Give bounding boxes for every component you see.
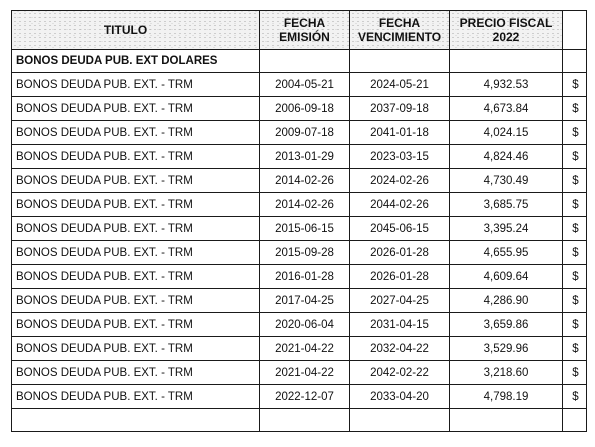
cell-currency-symbol: $: [563, 97, 587, 121]
cell-fecha-vencimiento: 2023-03-15: [350, 145, 450, 169]
cell-currency-symbol: $: [563, 361, 587, 385]
header-fecha-vencimiento: [350, 11, 450, 50]
empty-cell: [450, 409, 563, 432]
cell-fecha-emision: 2022-12-07: [260, 385, 350, 409]
cell-precio-fiscal: 4,673.84: [450, 97, 563, 121]
empty-cell: [563, 409, 587, 432]
cell-precio-fiscal: 4,286.90: [450, 289, 563, 313]
cell-precio-fiscal: 4,798.19: [450, 385, 563, 409]
cell-fecha-emision: 2009-07-18: [260, 121, 350, 145]
cell-titulo: BONOS DEUDA PUB. EXT. - TRM: [12, 145, 260, 169]
header-currency-blank: [563, 11, 587, 50]
cell-titulo: BONOS DEUDA PUB. EXT. - TRM: [12, 337, 260, 361]
table-row: [12, 121, 587, 145]
cell-titulo: BONOS DEUDA PUB. EXT. - TRM: [12, 241, 260, 265]
cell-fecha-emision: 2013-01-29: [260, 145, 350, 169]
cell-fecha-vencimiento: 2044-02-26: [350, 193, 450, 217]
cell-fecha-vencimiento: 2032-04-22: [350, 337, 450, 361]
cell-currency-symbol: $: [563, 145, 587, 169]
table-row: [12, 169, 587, 193]
cell-fecha-vencimiento: 2024-05-21: [350, 73, 450, 97]
cell-currency-symbol: $: [563, 337, 587, 361]
cell-titulo: BONOS DEUDA PUB. EXT. - TRM: [12, 73, 260, 97]
cell-titulo: BONOS DEUDA PUB. EXT. - TRM: [12, 97, 260, 121]
section-empty-cell: [350, 50, 450, 73]
cell-precio-fiscal: 4,730.49: [450, 169, 563, 193]
cell-titulo: BONOS DEUDA PUB. EXT. - TRM: [12, 169, 260, 193]
cell-precio-fiscal: 3,395.24: [450, 217, 563, 241]
header-fecha-emision-line2: EMISIÓN: [279, 30, 330, 44]
table-row: [12, 193, 587, 217]
section-empty-cell: [260, 50, 350, 73]
cell-precio-fiscal: 4,824.46: [450, 145, 563, 169]
table-row: [12, 313, 587, 337]
cell-currency-symbol: $: [563, 289, 587, 313]
header-titulo-label: TITULO: [103, 23, 148, 37]
cell-fecha-emision: 2021-04-22: [260, 337, 350, 361]
cell-fecha-vencimiento: 2026-01-28: [350, 265, 450, 289]
cell-currency-symbol: $: [563, 193, 587, 217]
cell-currency-symbol: $: [563, 121, 587, 145]
table-row: [12, 289, 587, 313]
section-empty-cell: [450, 50, 563, 73]
table-row: [12, 97, 587, 121]
section-title: BONOS DEUDA PUB. EXT DOLARES: [12, 50, 260, 73]
table-row: [12, 217, 587, 241]
header-titulo: [12, 11, 260, 50]
cell-titulo: BONOS DEUDA PUB. EXT. - TRM: [12, 289, 260, 313]
cell-fecha-emision: 2017-04-25: [260, 289, 350, 313]
header-fecha-vencimiento-line2: VENCIMIENTO: [357, 30, 442, 44]
empty-row: [12, 409, 587, 432]
section-empty-cell: [563, 50, 587, 73]
cell-titulo: BONOS DEUDA PUB. EXT. - TRM: [12, 313, 260, 337]
cell-fecha-vencimiento: 2042-02-22: [350, 361, 450, 385]
table-row: [12, 73, 587, 97]
empty-cell: [12, 409, 260, 432]
cell-fecha-emision: 2015-09-28: [260, 241, 350, 265]
cell-currency-symbol: $: [563, 313, 587, 337]
table-row: [12, 265, 587, 289]
section-row: [12, 50, 587, 73]
bond-price-table: [11, 10, 587, 432]
header-row: [12, 11, 587, 50]
cell-titulo: BONOS DEUDA PUB. EXT. - TRM: [12, 217, 260, 241]
cell-currency-symbol: $: [563, 217, 587, 241]
cell-precio-fiscal: 3,659.86: [450, 313, 563, 337]
table-row: [12, 361, 587, 385]
cell-fecha-vencimiento: 2024-02-26: [350, 169, 450, 193]
cell-precio-fiscal: 4,609.64: [450, 265, 563, 289]
table-row: [12, 385, 587, 409]
cell-precio-fiscal: 3,218.60: [450, 361, 563, 385]
cell-precio-fiscal: 3,529.96: [450, 337, 563, 361]
cell-titulo: BONOS DEUDA PUB. EXT. - TRM: [12, 193, 260, 217]
cell-currency-symbol: $: [563, 169, 587, 193]
cell-currency-symbol: $: [563, 241, 587, 265]
cell-fecha-emision: 2004-05-21: [260, 73, 350, 97]
header-fecha-vencimiento-line1: FECHA: [378, 16, 421, 30]
header-precio-fiscal-line2: 2022: [492, 30, 520, 44]
table-row: [12, 337, 587, 361]
header-precio-fiscal: [450, 11, 563, 50]
cell-precio-fiscal: 4,932.53: [450, 73, 563, 97]
cell-fecha-emision: 2014-02-26: [260, 193, 350, 217]
cell-fecha-vencimiento: 2031-04-15: [350, 313, 450, 337]
cell-fecha-emision: 2014-02-26: [260, 169, 350, 193]
cell-fecha-vencimiento: 2045-06-15: [350, 217, 450, 241]
cell-titulo: BONOS DEUDA PUB. EXT. - TRM: [12, 385, 260, 409]
cell-fecha-vencimiento: 2033-04-20: [350, 385, 450, 409]
cell-precio-fiscal: 4,024.15: [450, 121, 563, 145]
cell-fecha-vencimiento: 2041-01-18: [350, 121, 450, 145]
cell-precio-fiscal: 4,655.95: [450, 241, 563, 265]
table-row: [12, 241, 587, 265]
empty-cell: [350, 409, 450, 432]
cell-fecha-emision: 2021-04-22: [260, 361, 350, 385]
table-row: [12, 145, 587, 169]
cell-fecha-vencimiento: 2026-01-28: [350, 241, 450, 265]
cell-fecha-emision: 2015-06-15: [260, 217, 350, 241]
header-precio-fiscal-line1: PRECIO FISCAL: [459, 16, 553, 30]
cell-fecha-vencimiento: 2027-04-25: [350, 289, 450, 313]
cell-titulo: BONOS DEUDA PUB. EXT. - TRM: [12, 121, 260, 145]
cell-fecha-vencimiento: 2037-09-18: [350, 97, 450, 121]
cell-fecha-emision: 2006-09-18: [260, 97, 350, 121]
cell-currency-symbol: $: [563, 265, 587, 289]
header-fecha-emision: [260, 11, 350, 50]
cell-titulo: BONOS DEUDA PUB. EXT. - TRM: [12, 361, 260, 385]
cell-precio-fiscal: 3,685.75: [450, 193, 563, 217]
empty-cell: [260, 409, 350, 432]
cell-fecha-emision: 2020-06-04: [260, 313, 350, 337]
cell-fecha-emision: 2016-01-28: [260, 265, 350, 289]
cell-currency-symbol: $: [563, 385, 587, 409]
cell-currency-symbol: $: [563, 73, 587, 97]
header-fecha-emision-line1: FECHA: [283, 16, 326, 30]
cell-titulo: BONOS DEUDA PUB. EXT. - TRM: [12, 265, 260, 289]
